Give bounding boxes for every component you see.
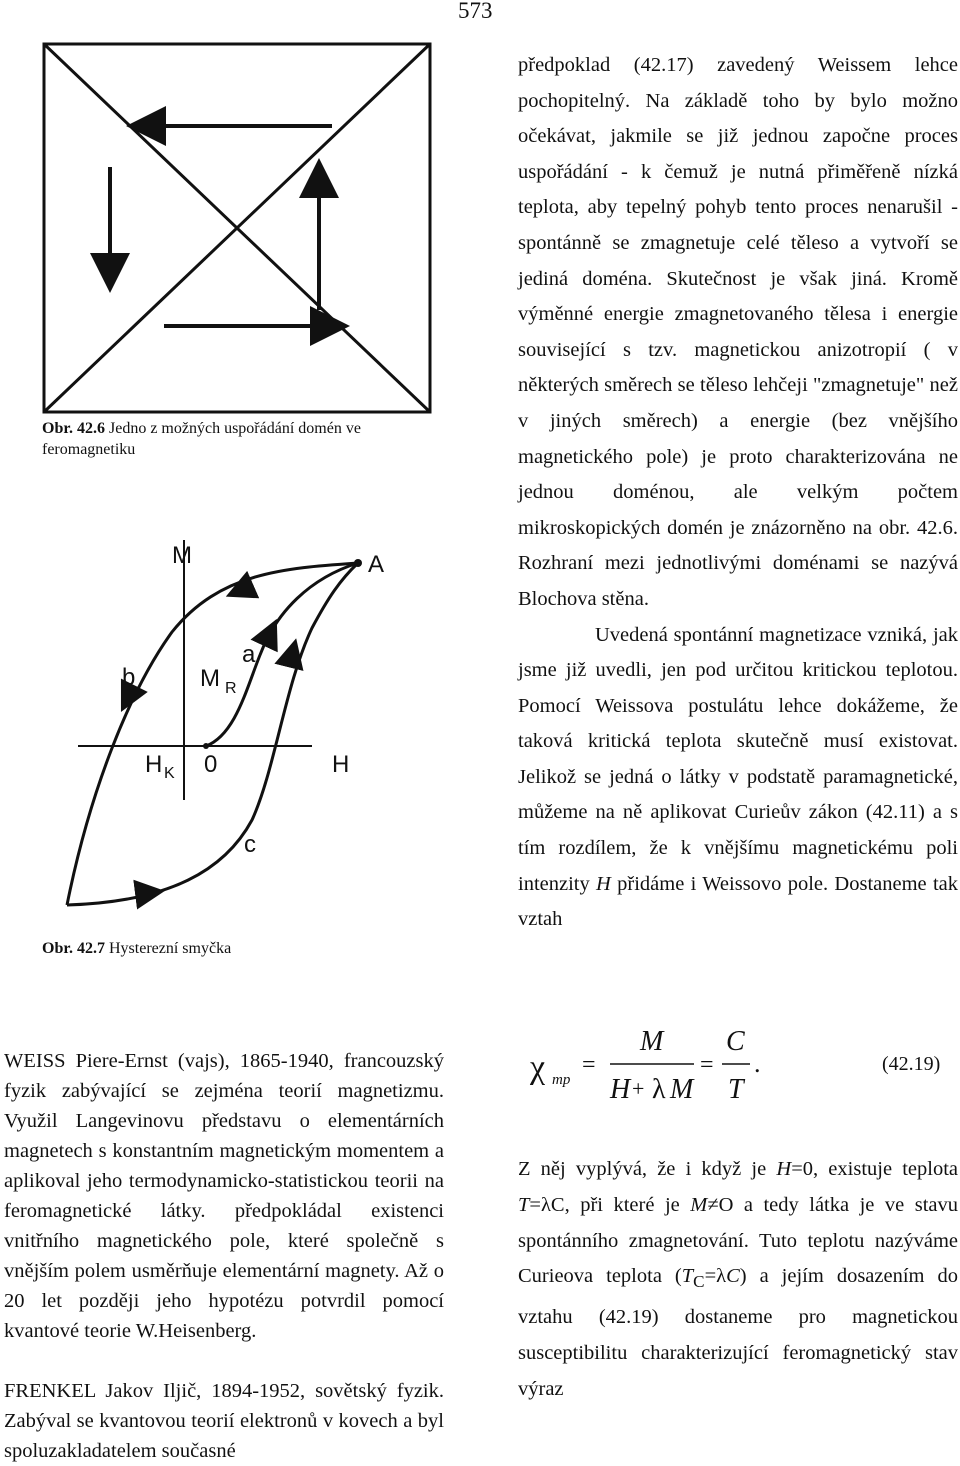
eq-M: M — [640, 1026, 664, 1057]
p3-M: M — [690, 1193, 708, 1216]
figure1-caption-text: Jedno z možných uspořádání domén ve feromagnetiku — [42, 420, 361, 458]
label-MR-sub: R — [225, 680, 237, 697]
figure1-caption — [42, 418, 422, 460]
eq-C: C — [726, 1026, 745, 1057]
frenkel-text: FRENKEL Jakov Iljič, 1894-1952, sovětský fyzik. Zabýval se kvantovou teorií elektronů v kovech a byl spoluzakladatelem současné — [4, 1380, 444, 1462]
page-number: 573 — [458, 0, 493, 23]
para2-text-a: Uvedená spontánní magnetizace vzniká, jak jsme již uvedli, jen pod určitou kritickou teplotou. Pomocí Weissova postulátu lehce dokážeme, že taková kritická teplota skutečně musí existovat. Jelikož se jedná o látky v podstatě paramagnetické, můžeme na ně aplikovat Curieův zákon (42.11) a s tím rozdílem, že k vnějšímu magnetickému poli intenzity — [518, 623, 958, 895]
figure2-caption-text: Hysterezní smyčka — [104, 940, 232, 957]
paragraph-domains: předpoklad (42.17) zavedený Weissem lehce pochopitelný. Na základě toho by bylo možno očekávat, jakmile se již jednou započne proces uspořádání - k čemuž je nutná přiměřeně nízká teplota, aby tepelný pohyb tento proces nenarušil - spontánně se zmagnetuje celé těleso a vytvoří se jediná doména. Skutečnost je však jiná. Kromě výměnné energie zmagnetovaného tělesa i energie související s tzv. magnetickou anizotropií ( v některých směrech se těleso lehčeji "zmagnetuje" než v jiných směrech) a energie (bez vnějšího magnetického pole) je proto charakterizována ne jednou doménou, ale velkým počtem mikroskopických domén je znázorněno na obr. 42.6. Rozhraní mezi jednotlivými doménami se nazývá Blochova stěna. — [518, 54, 958, 610]
eq-lambda: λ — [652, 1074, 666, 1105]
eq-chi: χ — [530, 1049, 546, 1086]
eq-dot: . — [754, 1049, 761, 1078]
domain-figure — [42, 42, 432, 414]
label-c: c — [244, 831, 256, 858]
hysteresis-figure — [20, 520, 440, 950]
biography-frenkel — [4, 1376, 444, 1466]
para2-text-b: přidáme i Weissovo pole. Dostaneme tak vztah — [518, 872, 958, 931]
eq-equals2: = — [700, 1052, 714, 1078]
p3-Tc: T — [681, 1265, 694, 1288]
p3-t3: =λC, při které je — [529, 1193, 691, 1216]
p3-t1: Z něj vyplývá, že i když je — [518, 1158, 777, 1180]
right-column — [518, 48, 958, 938]
p3-Tc-sub: C — [693, 1272, 705, 1292]
label-a: a — [242, 641, 256, 668]
label-H: H — [332, 751, 350, 778]
equation-42-19 — [518, 1020, 958, 1110]
label-O: 0 — [204, 751, 218, 778]
figure2-caption-label: Obr. 42.7 — [42, 940, 105, 957]
eq-plus: + — [632, 1076, 645, 1101]
label-MR: M — [200, 665, 220, 692]
eq-equals1: = — [582, 1052, 596, 1078]
p3-C: C — [726, 1265, 740, 1288]
figure1-caption-label: Obr. 42.6 — [42, 420, 105, 437]
biography-weiss — [4, 1046, 444, 1346]
figure2-caption — [42, 938, 422, 959]
p3-H: H — [776, 1158, 792, 1180]
p3-t5: =λ — [704, 1265, 727, 1288]
eq-T: T — [728, 1074, 744, 1105]
eq-H: H — [610, 1074, 631, 1105]
eq-chi-sub: mp — [552, 1072, 571, 1088]
p3-t6: ) a jejím dosazením do vztahu (42.19) dostaneme pro magnetickou susceptibilitu charakterizující feromagnetický stav výraz — [518, 1265, 958, 1400]
eq-M-denom: M — [670, 1074, 694, 1105]
eq-number: (42.19) — [882, 1053, 941, 1075]
label-A: A — [368, 551, 385, 578]
label-HK: H — [145, 751, 163, 778]
p3-T: T — [518, 1193, 530, 1216]
paragraph-curie-temperature — [518, 1152, 958, 1408]
right-column-bottom — [518, 1152, 958, 1408]
weiss-text: WEISS Piere-Ernst (vajs), 1865-1940, francouzský fyzik zabývající se zejména teorií magnetizmu. Využil Langevinovu představu o elementárních magnetech s konstantním magnetickým momentem a aplikoval jeho termodynamicko-statistickou teorii na feromagnetické látky. předpokládal existenci vnitřního magnetického pole, které společně s vnějším polem usměrňuje elementární magnety. Až o 20 let později jeho hypotézu potvrdil pomocí kvantové teorie W.Heisenberg. — [4, 1050, 444, 1342]
label-M: M — [172, 542, 192, 569]
label-HK-sub: K — [164, 765, 175, 782]
label-b: b — [122, 664, 136, 691]
p3-t2: =0, existuje teplota — [791, 1158, 959, 1180]
para2-H: H — [596, 872, 611, 895]
paragraph-curie — [518, 618, 958, 938]
p3-t4: ≠O a tedy látka je ve stavu spontánního zmagnetování. Tuto teplotu nazýváme Curieova teplota ( — [518, 1193, 958, 1288]
